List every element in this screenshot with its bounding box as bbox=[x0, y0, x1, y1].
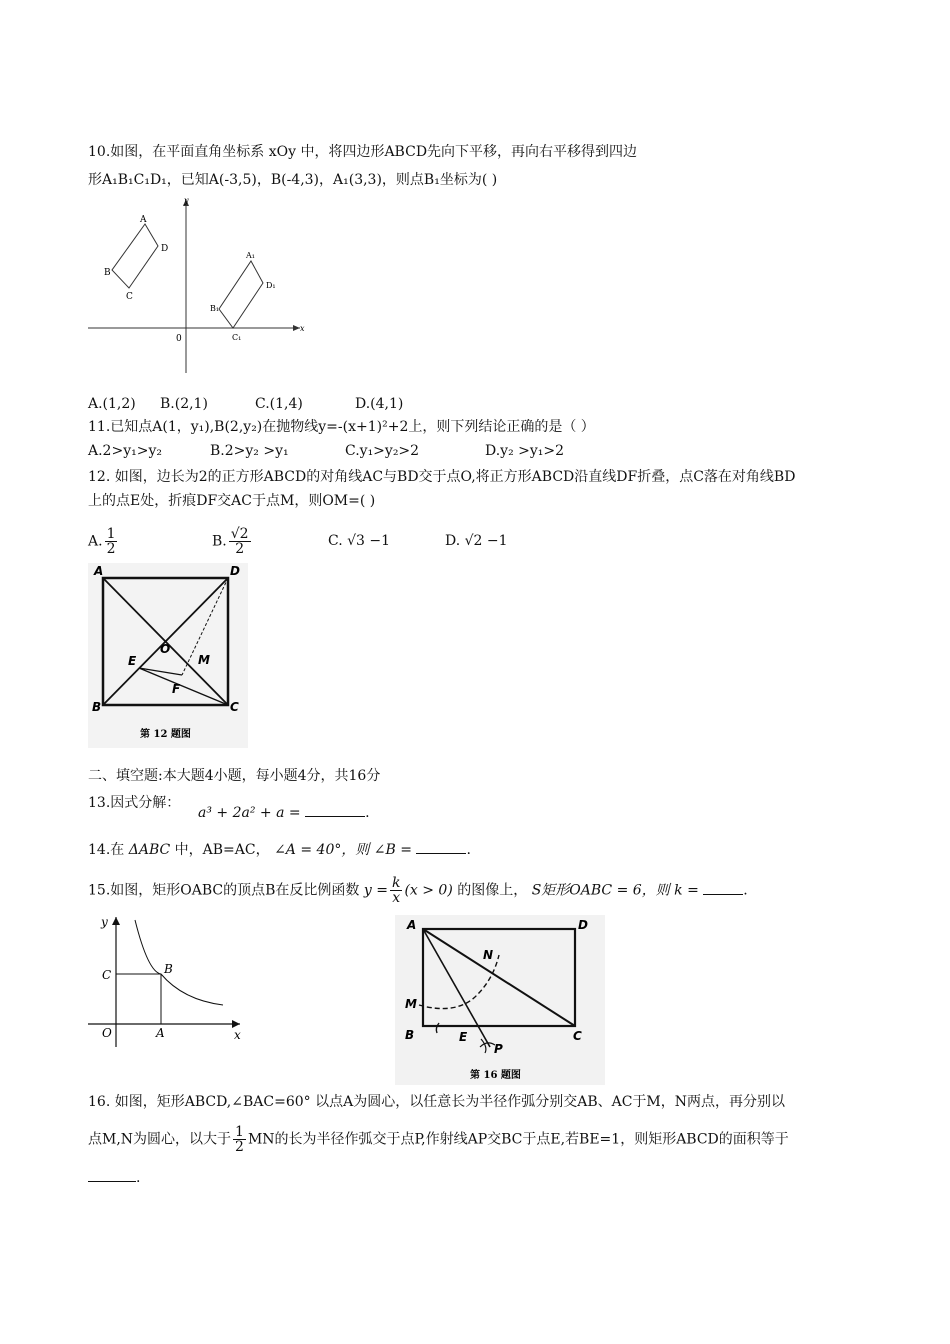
q10-label-A: A bbox=[140, 215, 147, 225]
q16-line1: 16. 如图，矩形ABCD,∠BAC=60° 以点A为圆心，以任意长为半径作弧分别交AB、AC于M，N两点，再分别以 bbox=[88, 1094, 786, 1110]
q11-option-a: A.2>y₁>y₂ bbox=[88, 443, 162, 459]
q12-label-B: B bbox=[92, 700, 102, 714]
q11-option-c: C.y₁>y₂>2 bbox=[345, 443, 420, 459]
q15-label-B: B bbox=[164, 962, 173, 976]
q15-label-C: C bbox=[102, 968, 112, 982]
q13-expr: a³ + 2a² + a = . bbox=[198, 805, 370, 821]
q12-label-C: C bbox=[230, 700, 239, 714]
q16-label-P: P bbox=[494, 1042, 503, 1056]
q12-option-d: D. √2 −1 bbox=[445, 533, 508, 549]
q11-option-b: B.2>y₂ >y₁ bbox=[210, 443, 289, 459]
q11-option-d: D.y₂ >y₁>2 bbox=[485, 443, 565, 459]
q12-label-F: F bbox=[172, 682, 181, 696]
q10-label-D: D bbox=[161, 244, 169, 254]
q10-option-c: C.(1,4) bbox=[255, 396, 303, 412]
section2-title: 二、填空题:本大题4小题，每小题4分，共16分 bbox=[88, 768, 381, 784]
q16-label-D: D bbox=[578, 918, 588, 932]
q16-label-M: M bbox=[405, 997, 417, 1011]
q10-label-A1: A₁ bbox=[246, 251, 255, 260]
q15-label-O: O bbox=[102, 1026, 112, 1040]
q13-label: 13.因式分解： bbox=[88, 795, 181, 811]
q15-axis-x: x bbox=[234, 1028, 241, 1042]
q10-line2: 形A₁B₁C₁D₁，已知A(-3,5)，B(-4,3)，A₁(3,3)，则点B₁坐标为( ) bbox=[88, 172, 498, 188]
q12-label-A: A bbox=[94, 564, 104, 578]
q16-label-C: C bbox=[573, 1029, 582, 1043]
q10-label-B: B bbox=[104, 268, 111, 278]
q12-line2: 上的点E处，折痕DF交AC于点M，则OM=( ) bbox=[88, 493, 376, 509]
q12-option-a: A. $\frac{1}{2}$ bbox=[88, 526, 116, 557]
q10-label-C1: C₁ bbox=[232, 333, 242, 342]
q15-label-A: A bbox=[156, 1026, 165, 1040]
q12-label-D: D bbox=[230, 564, 240, 578]
q15-figure bbox=[88, 912, 258, 1047]
q14-line: 14.在 ΔABC 中，AB=AC， ∠A = 40°，则 ∠B = . bbox=[88, 842, 471, 858]
q10-label-C: C bbox=[126, 292, 133, 302]
q15-line: 15.如图，矩形OABC的顶点B在反比例函数 y = $\frac{k}{x}$ (x > 0) 的图像上， S矩形OABC = 6，则 k = . bbox=[88, 875, 748, 906]
q16-label-B: B bbox=[405, 1028, 415, 1042]
q16-figure bbox=[395, 915, 605, 1085]
q10-option-b: B.(2,1) bbox=[160, 396, 208, 412]
q12-label-M: M bbox=[198, 653, 210, 667]
q10-label-B1: B₁ bbox=[210, 304, 220, 313]
q12-option-c: C. √3 −1 bbox=[328, 533, 391, 549]
q16-label-A: A bbox=[407, 918, 417, 932]
q10-axis-x: x bbox=[300, 324, 305, 333]
q12-line1: 12. 如图，边长为2的正方形ABCD的对角线AC与BD交于点O,将正方形ABCD沿直线DF折叠，点C落在对角线BD bbox=[88, 469, 796, 485]
q10-line1: 10.如图，在平面直角坐标系 xOy 中，将四边形ABCD先向下平移，再向右平移得到四边 bbox=[88, 144, 638, 160]
q15-axis-y: y bbox=[101, 915, 108, 929]
q12-label-E: E bbox=[128, 654, 137, 668]
q16-line2: 点M,N为圆心，以大于 $\frac{1}{2}$ MN的长为半径作弧交于点P,作射线AP交BC于点E,若BE=1，则矩形ABCD的面积等于 bbox=[88, 1124, 789, 1155]
q12-label-O: O bbox=[160, 642, 171, 656]
q12-caption: 第 12 题图 bbox=[140, 729, 191, 740]
q10-origin: 0 bbox=[176, 334, 182, 344]
q16-caption: 第 16 题图 bbox=[470, 1070, 521, 1081]
q10-label-D1: D₁ bbox=[266, 281, 276, 290]
q10-option-d: D.(4,1) bbox=[355, 396, 404, 412]
q16-label-N: N bbox=[483, 948, 494, 962]
q10-axis-y: y bbox=[184, 196, 189, 205]
q11-stem: 11.已知点A(1，y₁),B(2,y₂)在抛物线y=-(x+1)²+2上，则下列结论正确的是（ ） bbox=[88, 419, 595, 435]
q10-option-a: A.(1,2) bbox=[88, 396, 136, 412]
q10-figure bbox=[88, 195, 318, 375]
q12-option-b: B. $\frac{√2}{2}$ bbox=[212, 526, 249, 557]
q16-line3: . bbox=[88, 1168, 140, 1188]
q16-label-E: E bbox=[459, 1030, 468, 1044]
q12-figure bbox=[88, 563, 248, 748]
